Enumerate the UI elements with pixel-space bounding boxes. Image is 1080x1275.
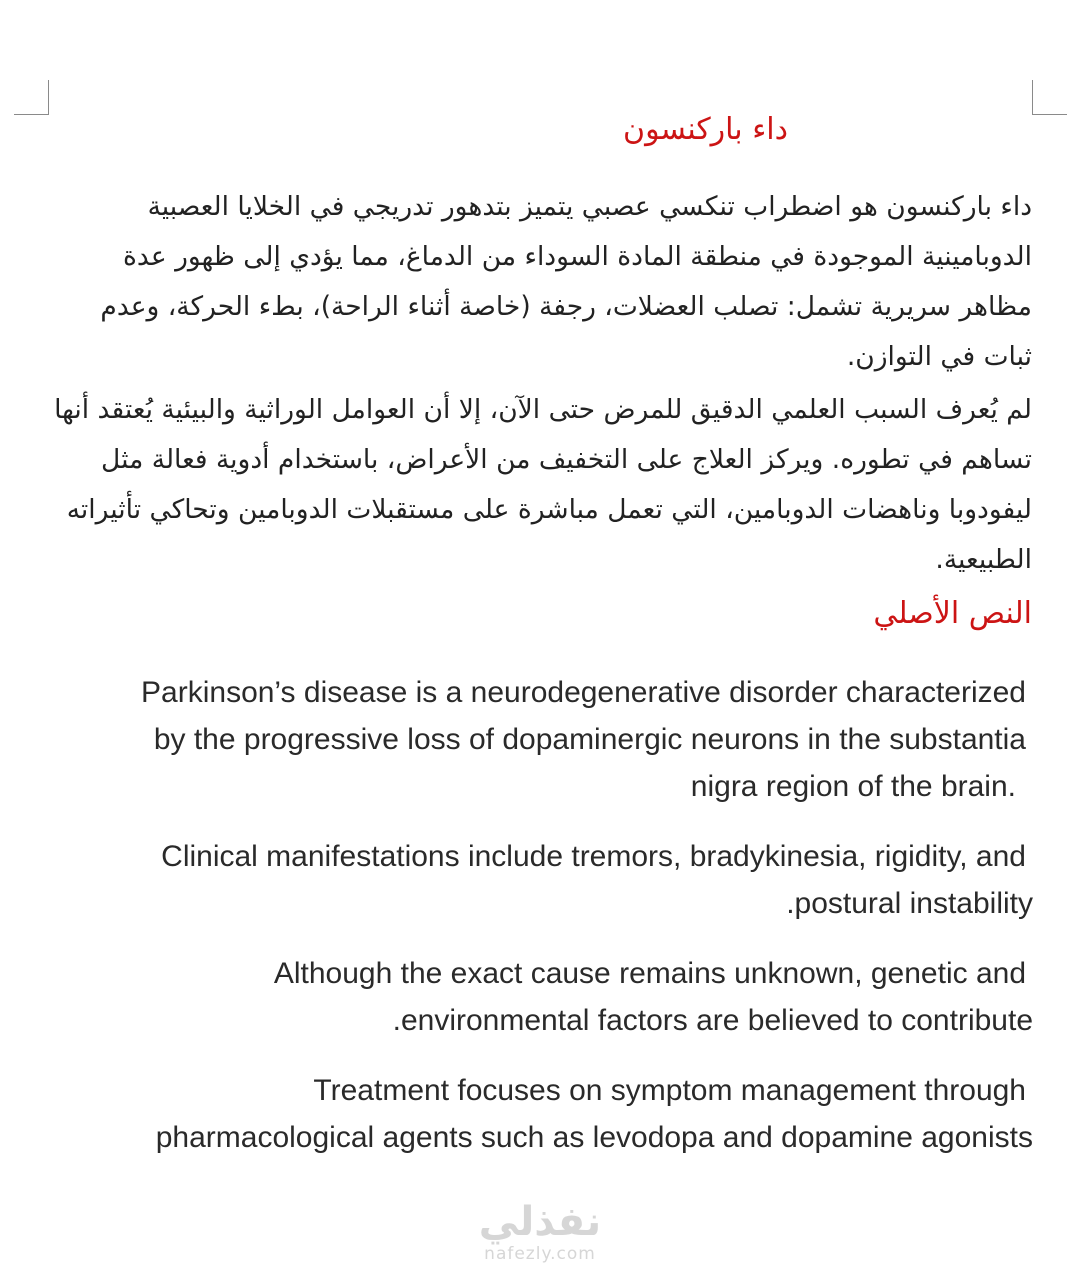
original-text-heading: النص الأصلي bbox=[873, 596, 1032, 631]
english-line-3: nigra region of the brain. bbox=[690, 770, 1016, 803]
document-title: داء باركنسون bbox=[623, 112, 788, 147]
english-line-7: .environmental factors are believed to contribute bbox=[392, 1004, 1033, 1037]
english-line-4: Clinical manifestations include tremors, bradykinesia, rigidity, and bbox=[161, 840, 1026, 873]
english-line-6: Although the exact cause remains unknown, genetic and bbox=[273, 957, 1026, 990]
crop-mark-top-right bbox=[1032, 80, 1067, 115]
english-line-1: Parkinson’s disease is a neurodegenerative disorder characterized bbox=[141, 676, 1026, 709]
english-line-8: Treatment focuses on symptom management through bbox=[313, 1074, 1026, 1107]
crop-mark-top-left bbox=[14, 80, 49, 115]
english-line-9: pharmacological agents such as levodopa and dopamine agonists bbox=[155, 1121, 1033, 1154]
english-line-5: .postural instability bbox=[786, 887, 1033, 920]
english-line-2: by the progressive loss of dopaminergic neurons in the substantia bbox=[153, 723, 1026, 756]
watermark-brand-url: nafezly.com bbox=[484, 1244, 596, 1264]
watermark-logo bbox=[470, 1200, 610, 1264]
arabic-paragraph-2: لم يُعرف السبب العلمي الدقيق للمرض حتى الآن، إلا أن العوامل الوراثية والبيئية يُعتقد أنها تساهم في تطوره. ويركز العلاج على التخفيف من الأعراض، باستخدام أدوية فعالة مثل ليفودوبا وناهضات الدوبامين، التي تعمل مباشرة على مستقبلات الدوبامين وتحاكي تأثيراته الطبيعية. bbox=[54, 394, 1032, 575]
arabic-paragraph-1: داء باركنسون هو اضطراب تنكسي عصبي يتميز بتدهور تدريجي في الخلايا العصبية الدوبامينية الموجودة في منطقة المادة السوداء من الدماغ، مما يؤدي إلى ظهور عدة مظاهر سريرية تشمل: تصلب العضلات، رجفة (خاصة أثناء الراحة)، بطء الحركة، وعدم ثبات في التوازن. bbox=[100, 191, 1032, 372]
watermark-brand-arabic: نفذلي bbox=[478, 1199, 602, 1245]
